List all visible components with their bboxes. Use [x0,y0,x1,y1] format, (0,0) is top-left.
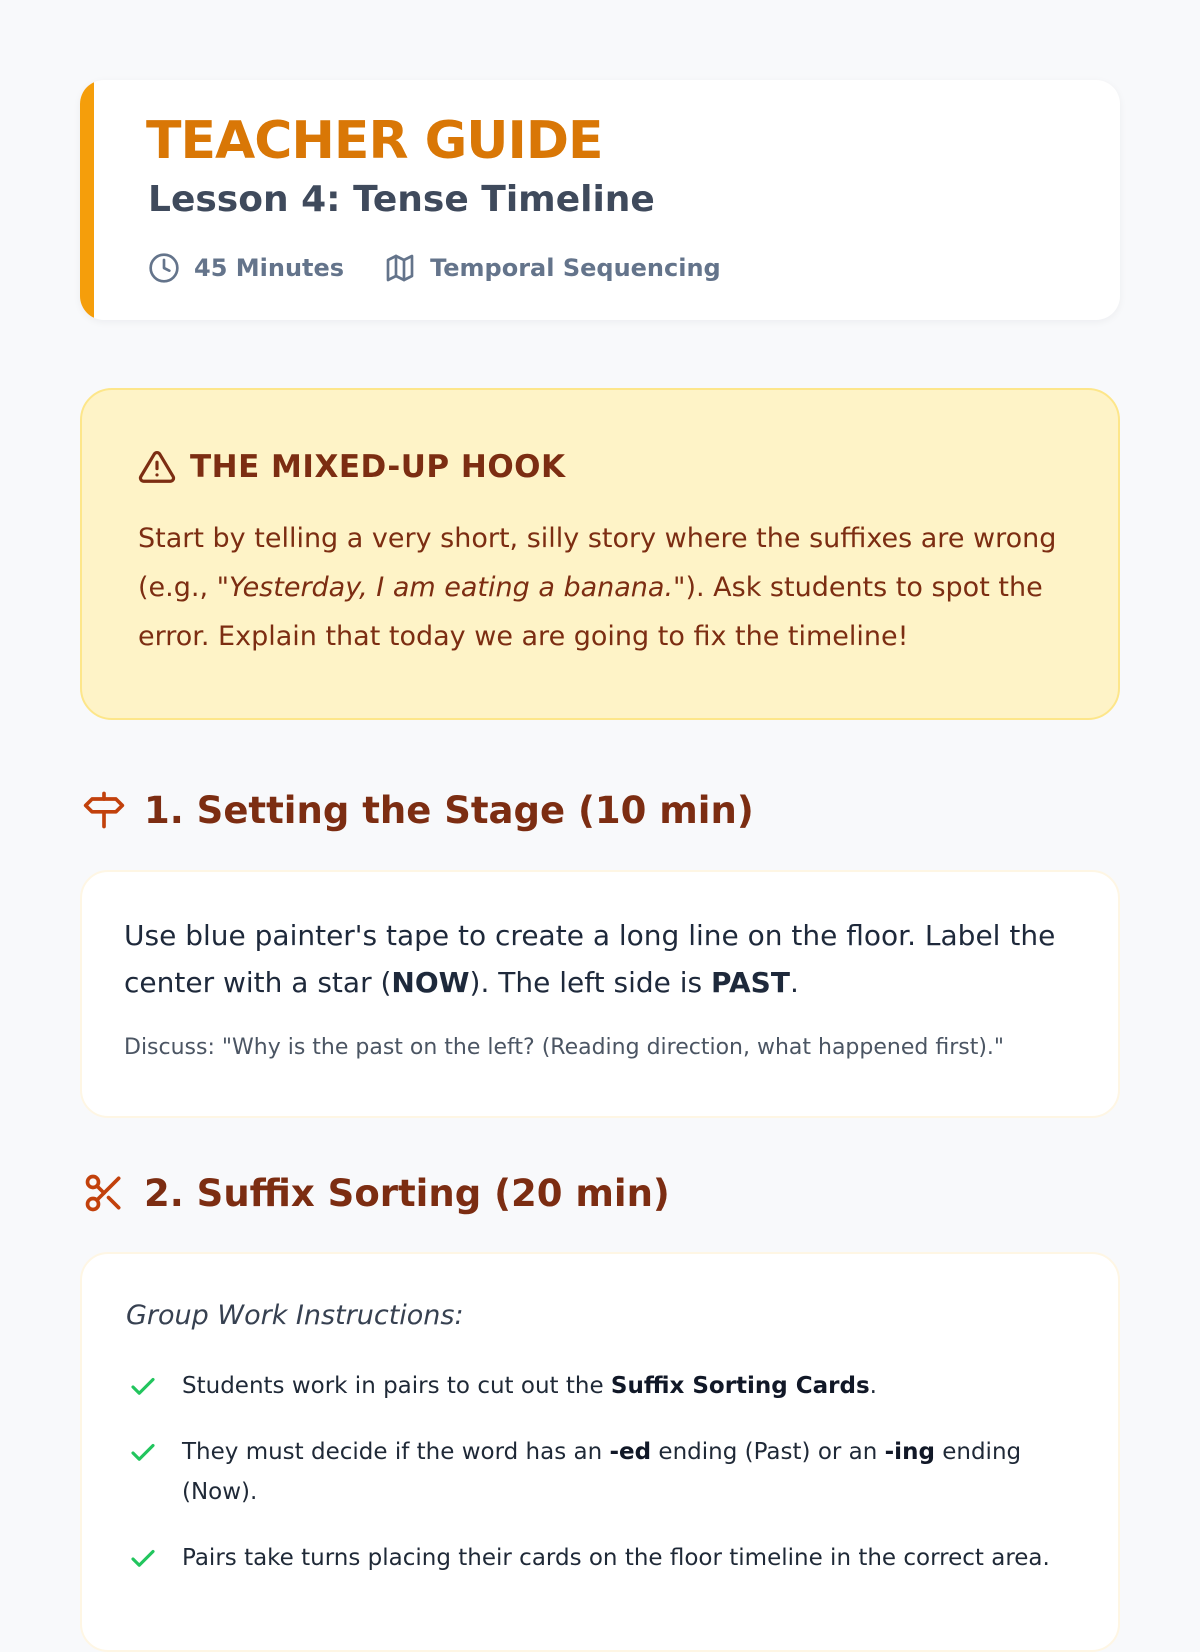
topic-meta [384,252,721,284]
duration-meta [148,252,344,284]
stage-instructions [124,912,1084,1006]
lesson-subtitle: Lesson 4: Tense Timeline [148,179,655,220]
lesson-header-card [80,80,1120,320]
list-item [126,1432,1086,1512]
hook-callout [80,388,1120,720]
suffix-sorting-card [80,1252,1120,1652]
list-item-text [182,1366,877,1406]
lesson-meta [148,252,721,284]
hook-example: "Yesterday, I am eating a banana." [216,572,686,603]
item2-ing-term: -ing [884,1439,935,1465]
checkmark-icon [126,1438,160,1468]
clock-icon [148,252,180,284]
warning-icon [138,448,176,486]
hook-body [138,514,1068,661]
item2-text-c: ending (Past) or an [651,1439,885,1465]
section2-title: 2. Suffix Sorting (20 min) [144,1171,670,1215]
checkmark-icon [126,1372,160,1402]
instruction-checklist [126,1366,1086,1604]
page-title: TEACHER GUIDE [146,111,603,171]
group-work-label: Group Work Instructions: [126,1300,464,1331]
section-heading-suffix-sorting [82,1171,670,1215]
item2-text-a: They must decide if the word has an [182,1439,610,1465]
stage-text-2: ). The left side is [469,966,712,999]
setting-stage-card [80,870,1120,1118]
stage-text-1: Use blue painter's tape to create a long line on the floor. Label the center with a star ( [124,919,1056,999]
hook-text-after: ). Ask students to spot the error. Explain that today we are going to fix the timeline! [138,572,1043,652]
item2-ed-term: -ed [609,1439,652,1465]
list-item-text [182,1432,1086,1512]
item2-text-e: ending (Now). [182,1439,1022,1505]
topic-label: Temporal Sequencing [430,254,721,282]
hook-heading [138,448,566,486]
hook-heading-label: THE MIXED-UP HOOK [190,449,566,485]
map-icon [384,252,416,284]
item1-cards-term: Suffix Sorting Cards [610,1373,870,1399]
hook-text-before: Start by telling a very short, silly story where the suffixes are wrong (e.g., [138,523,1057,603]
stage-text-3: . [789,966,799,999]
item1-text-a: Students work in pairs to cut out the [182,1373,611,1399]
list-item-text [182,1538,1050,1578]
section-heading-setting-stage [82,788,754,832]
duration-label: 45 Minutes [194,254,345,282]
past-term: PAST [711,966,790,999]
discussion-prompt: Discuss: "Why is the past on the left? (Reading direction, what happened first)." [124,1035,1005,1060]
list-item [126,1366,1086,1406]
checkmark-icon [126,1544,160,1574]
item1-text-c: . [869,1373,877,1399]
section1-title: 1. Setting the Stage (10 min) [144,788,754,832]
header-accent-bar [80,80,94,320]
list-item [126,1538,1086,1578]
item3-text-a: Pairs take turns placing their cards on the floor timeline in the correct area. [182,1545,1050,1571]
now-term: NOW [391,966,470,999]
scissors-icon [82,1171,126,1215]
signpost-icon [82,788,126,832]
